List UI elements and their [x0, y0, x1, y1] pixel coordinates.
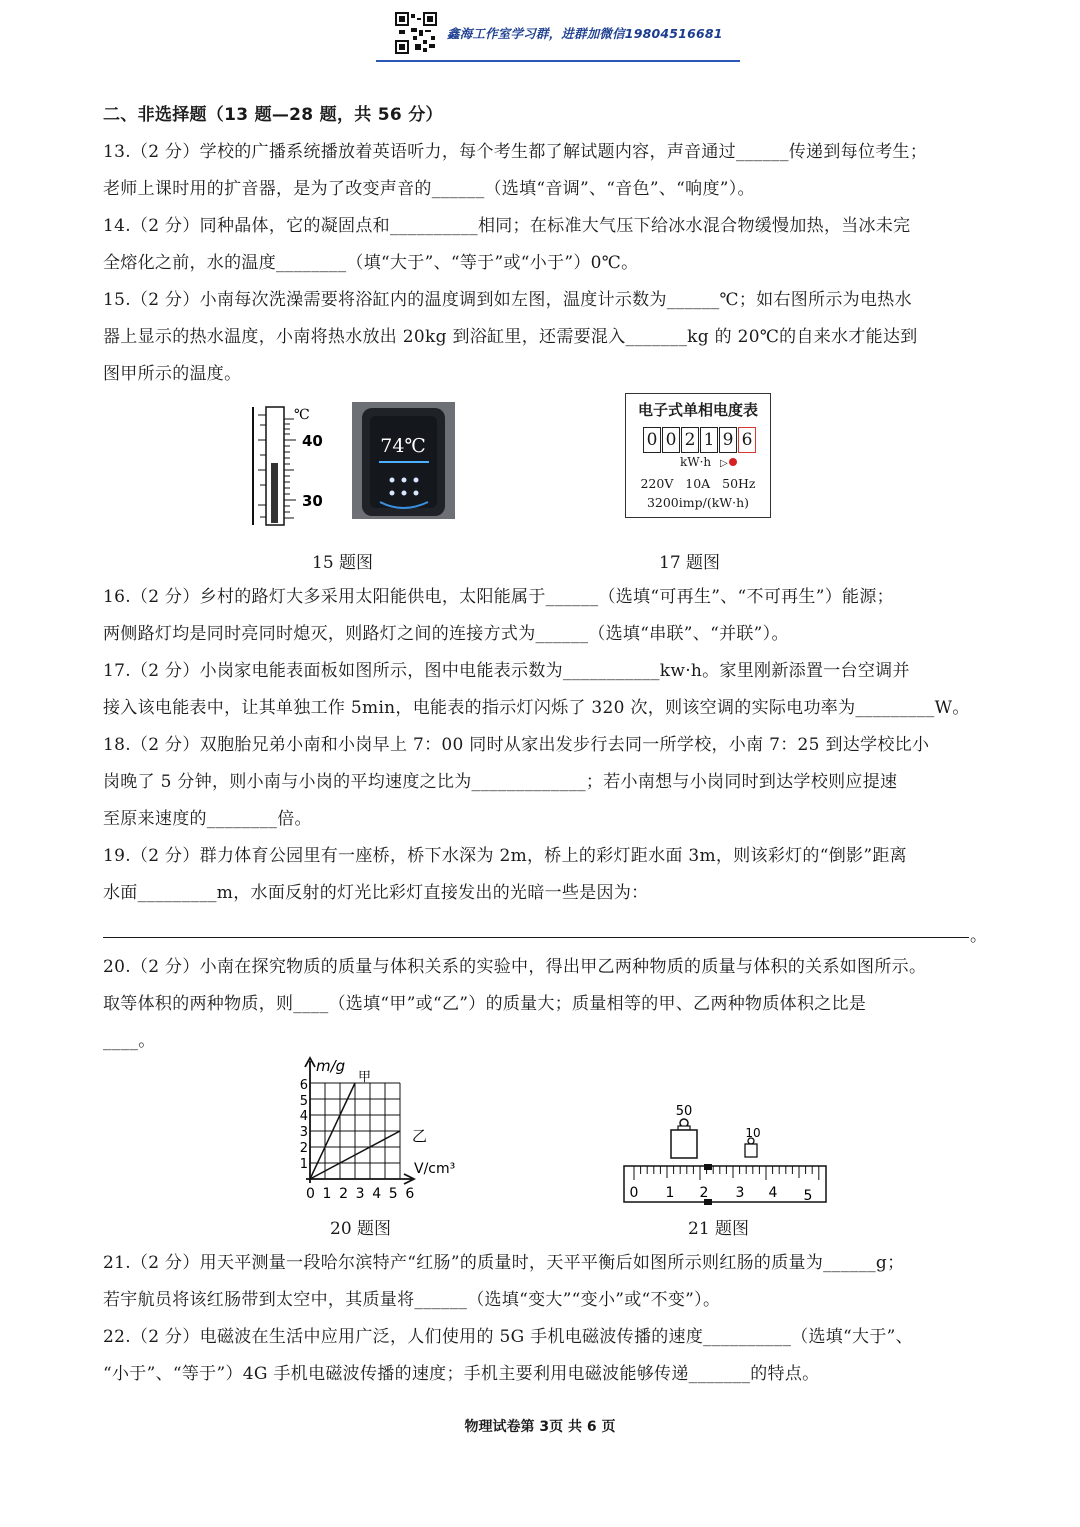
q17-line-1: 17.（2 分）小岗家电能表面板如图所示，图中电能表示数为___________kw·h。家里刚新添置一台空调并 — [103, 661, 910, 681]
q20-line-3: ____。 — [103, 1031, 156, 1051]
weight-50-label: 50 — [675, 1104, 693, 1119]
caption-fig21: 21 题图 — [688, 1219, 750, 1239]
graph-y-tick: 3 — [299, 1125, 308, 1140]
thermometer-figure — [248, 405, 328, 527]
graph-x-ticks: 0 1 2 3 4 5 6 — [306, 1186, 416, 1202]
electric-meter-panel — [625, 393, 771, 518]
meter-digits — [643, 427, 756, 453]
meter-spec-2: 3200imp/(kW·h) — [646, 495, 750, 510]
q16-line-2: 两侧路灯均是同时亮同时熄灭，则路灯之间的连接方式为______（选填“串联”、“并联”）。 — [103, 624, 789, 644]
q18-line-2: 岗晚了 5 分钟，则小南与小岗的平均速度之比为_____________；若小南想与小岗同时到达学校则应提速 — [103, 772, 898, 792]
q15-line-3: 图甲所示的温度。 — [103, 364, 242, 384]
q15-line-1: 15.（2 分）小南每次洗澡需要将浴缸内的温度调到如左图，温度计示数为______℃；如右图所示为电热水 — [103, 290, 912, 310]
meter-indicator-icon: ▷ — [719, 458, 728, 469]
weight-10-label: 10 — [745, 1126, 761, 1140]
header-rule — [376, 60, 740, 62]
meter-title: 电子式单相电度表 — [637, 401, 758, 419]
q15-line-2: 器上显示的热水温度，小南将热水放出 20kg 到浴缸里，还需要混入_______kg 的 20℃的自来水才能达到 — [103, 327, 918, 347]
scale-tick-label: 1 — [665, 1185, 675, 1201]
q14-line-2: 全熔化之前，水的温度________（填“大于”、“等于”或“小于”）0℃。 — [103, 253, 639, 273]
thermometer-label-30: 30 — [302, 492, 323, 510]
q21-line-1: 21.（2 分）用天平测量一段哈尔滨特产“红肠”的质量时，天平平衡后如图所示则红肠的质量为______g； — [103, 1253, 905, 1273]
q19-line-2: 水面_________m，水面反射的灯光比彩灯直接发出的光暗一些是因为： — [103, 883, 649, 903]
answer-end-mark: 。 — [970, 926, 987, 946]
graph-y-tick: 6 — [299, 1078, 308, 1093]
meter-digit-decimal: 6 — [738, 427, 756, 453]
q22-line-1: 22.（2 分）电磁波在生活中应用广泛，人们使用的 5G 手机电磁波传播的速度__________（选填“大于”、 — [103, 1327, 913, 1347]
mass-volume-graph — [292, 1053, 472, 1203]
q14-line-1: 14.（2 分）同种晶体，它的凝固点和__________相同；在标准大气压下给冰水混合物缓慢加热，当冰未完 — [103, 216, 911, 236]
graph-y-tick: 5 — [299, 1094, 308, 1109]
q22-line-2: “小于”、“等于”）4G 手机电磁波传播的速度；手机主要利用电磁波能够传递_______的特点。 — [103, 1364, 820, 1384]
qr-code-icon — [395, 12, 437, 54]
meter-digit: 0 — [643, 427, 661, 453]
q20-line-2: 取等体积的两种物质，则____（选填“甲”或“乙”）的质量大；质量相等的甲、乙两种物质体积之比是 — [103, 994, 867, 1014]
heater-temperature: 74℃ — [380, 435, 426, 457]
section-title: 二、非选择题（13 题—28 题，共 56 分） — [103, 105, 443, 125]
scale-tick-label: 3 — [735, 1185, 745, 1201]
meter-led-icon — [729, 458, 737, 466]
graph-y-label: m/g — [316, 1057, 346, 1075]
graph-x-label: V/cm³ — [414, 1161, 456, 1177]
graph-y-tick: 4 — [299, 1109, 308, 1124]
q13-line-1: 13.（2 分）学校的广播系统播放着英语听力，每个考生都了解试题内容，声音通过______传递到每位考生； — [103, 142, 928, 162]
thermometer-unit: ℃ — [294, 407, 310, 423]
graph-y-tick: 1 — [299, 1157, 308, 1172]
caption-fig17: 17 题图 — [659, 553, 721, 573]
q20-line-1: 20.（2 分）小南在探究物质的质量与体积关系的实验中，得出甲乙两种物质的质量与体积的关系如图所示。 — [103, 957, 927, 977]
meter-digit: 0 — [662, 427, 680, 453]
caption-fig20: 20 题图 — [330, 1219, 392, 1239]
meter-unit: kW·h — [680, 455, 712, 469]
meter-digit: 9 — [719, 427, 737, 453]
header-watermark-text: 鑫海工作室学习群，进群加微信19804516681 — [447, 26, 723, 41]
meter-digit: 1 — [700, 427, 718, 453]
scale-tick-label: 4 — [768, 1185, 778, 1201]
q18-line-3: 至原来速度的________倍。 — [103, 809, 312, 829]
meter-spec-1: 220V 10A 50Hz — [640, 476, 756, 491]
q16-line-1: 16.（2 分）乡村的路灯大多采用太阳能供电，太阳能属于______（选填“可再生”、“不可再生”）能源； — [103, 587, 894, 607]
caption-fig15: 15 题图 — [312, 553, 374, 573]
scale-tick-label: 2 — [699, 1185, 709, 1201]
page-footer: 物理试卷第 3页 共 6 页 — [464, 1419, 616, 1435]
graph-y-tick: 2 — [299, 1141, 308, 1156]
q18-line-1: 18.（2 分）双胞胎兄弟小南和小岗早上 7：00 同时从家出发步行去同一所学校，小南 7：25 到达学校比小 — [103, 735, 930, 755]
graph-line-jia: 甲 — [358, 1070, 372, 1085]
water-heater-display — [352, 402, 455, 519]
balance-scale-figure — [620, 1100, 830, 1210]
q21-line-2: 若宇航员将该红肠带到太空中，其质量将______（选填“变大”“变小”或“不变”）。 — [103, 1290, 721, 1310]
answer-underline — [103, 937, 969, 938]
graph-line-yi: 乙 — [412, 1127, 428, 1145]
scale-tick-label: 0 — [629, 1185, 639, 1201]
meter-digit: 2 — [681, 427, 699, 453]
scale-tick-label: 5 — [803, 1188, 813, 1204]
thermometer-label-40: 40 — [302, 432, 323, 450]
header-watermark — [395, 12, 723, 54]
rider-top — [704, 1164, 712, 1170]
q13-line-2: 老师上课时用的扩音器，是为了改变声音的______（选填“音调”、“音色”、“响度”）。 — [103, 179, 755, 199]
q17-line-2: 接入该电能表中，让其单独工作 5min，电能表的指示灯闪烁了 320 次，则该空调的实际电功率为_________W。 — [103, 698, 970, 718]
q19-line-1: 19.（2 分）群力体育公园里有一座桥，桥下水深为 2m，桥上的彩灯距水面 3m，则该彩灯的“倒影”距离 — [103, 846, 907, 866]
